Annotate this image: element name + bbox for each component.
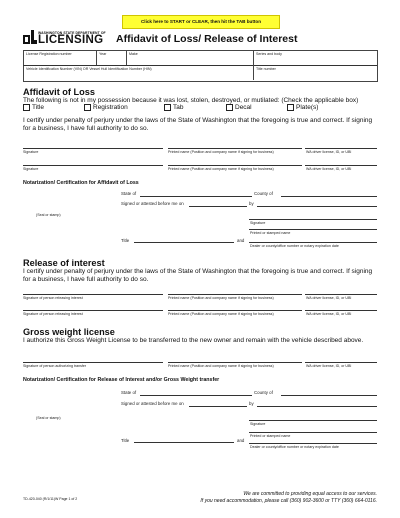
title-number-field[interactable] xyxy=(255,73,375,78)
notary2-signature-field[interactable] xyxy=(249,414,377,419)
release-printed-1-field[interactable] xyxy=(168,288,302,293)
wa-license-label: WA driver license, ID, or UBI xyxy=(306,364,352,368)
notary2-and-label: and xyxy=(237,438,245,443)
notary1-printed-label: Printed or stamped name xyxy=(250,231,291,235)
accommodation-text: If you need accommodation, please call (360) 902-3600 or TTY (360) 664-0116. xyxy=(200,498,377,504)
series-body-label: Series and body xyxy=(256,52,282,56)
notary1-by-field[interactable] xyxy=(257,200,377,205)
option-title-checkbox[interactable]: Title xyxy=(23,104,44,111)
notary2-dealer-field[interactable] xyxy=(249,437,377,442)
form-id: TD-420-040 (R/1/11)W Page 1 of 2 xyxy=(23,497,78,501)
title-number-label: Title number xyxy=(256,67,276,71)
wa-license-label: WA driver license, ID, or UBI xyxy=(306,150,352,154)
logo-small-text: WASHINGTON STATE DEPARTMENT OF xyxy=(38,31,106,35)
release-signature-label: Signature of person releasing interest xyxy=(23,312,83,316)
notary1-county-label: County of xyxy=(254,191,273,196)
signature-label: Signature xyxy=(23,167,39,171)
option-decal-checkbox[interactable]: Decal xyxy=(226,104,252,111)
release-license-2-field[interactable] xyxy=(305,304,377,309)
notary1-seal-label: (Seal or stamp) xyxy=(36,213,61,217)
notary2-state-field[interactable] xyxy=(140,389,252,394)
notary1-signature-field[interactable] xyxy=(249,213,377,218)
notary2-by-label: by xyxy=(249,401,254,406)
logo-licensing-text: LICENSING xyxy=(38,34,104,46)
notary2-title-field[interactable] xyxy=(134,436,234,441)
notary2-date-field[interactable] xyxy=(189,400,247,405)
equal-access-text: We are committed to providing equal access to our services. xyxy=(243,491,377,497)
year-field[interactable] xyxy=(98,58,124,63)
printed-name-label: Printed name (Position and company name if signing for business) xyxy=(168,150,274,154)
printed-name-label: Printed name (Position and company name if signing for business) xyxy=(168,296,274,300)
notary2-printed-label: Printed or stamped name xyxy=(250,434,291,438)
affidavit-intro: The following is not in my possession because it was lost, stolen, destroyed, or mutilated: (Check the applicable box) xyxy=(23,97,359,104)
option-tab-checkbox[interactable]: Tab xyxy=(164,104,183,111)
notary2-county-field[interactable] xyxy=(281,389,377,394)
release-signature-label: Signature of person releasing interest xyxy=(23,296,83,300)
series-body-field[interactable] xyxy=(255,58,375,63)
notary1-county-field[interactable] xyxy=(281,190,377,195)
vin-label: Vehicle Identification Number (VIN) OR Vessel Hull Identification Number (HIN) xyxy=(26,67,152,71)
release-certify-text: I certify under penalty of perjury under the laws of the State of Washington that the foregoing is true and correct. If signing for a business, I have full authority to do so. xyxy=(23,268,373,284)
notary1-state-label: State of xyxy=(121,191,137,196)
notary2-state-label: State of xyxy=(121,390,137,395)
release-printed-2-field[interactable] xyxy=(168,304,302,309)
notary1-dealer-field[interactable] xyxy=(249,236,377,241)
gross-printed-field[interactable] xyxy=(168,356,302,361)
notary1-signature-label: Signature xyxy=(250,221,266,225)
notary2-by-field[interactable] xyxy=(257,400,377,405)
notary1-state-field[interactable] xyxy=(140,190,252,195)
affidavit-printed-1-field[interactable] xyxy=(168,142,302,147)
printed-name-label: Printed name (Position and company name if signing for business) xyxy=(168,167,274,171)
printed-name-label: Printed name (Position and company name if signing for business) xyxy=(168,364,274,368)
wa-license-label: WA driver license, ID, or UBI xyxy=(306,296,352,300)
affidavit-certify-text: I certify under penalty of perjury under the laws of the State of Washington that the foregoing is true and correct. If signing for a business, I have full authority to do so. xyxy=(23,117,373,133)
notary2-seal-label: (Seal or stamp) xyxy=(36,416,61,420)
affidavit-heading: Affidavit of Loss xyxy=(23,87,95,97)
wa-license-label: WA driver license, ID, or UBI xyxy=(306,167,352,171)
affidavit-signature-2-field[interactable] xyxy=(23,159,163,164)
affidavit-license-2-field[interactable] xyxy=(305,159,377,164)
signature-label: Signature xyxy=(23,150,39,154)
release-signature-2-field[interactable] xyxy=(23,304,163,309)
gross-license-field[interactable] xyxy=(305,356,377,361)
start-clear-button[interactable]: Click here to START or CLEAR, then hit the TAB button xyxy=(122,15,280,29)
gross-signature-field[interactable] xyxy=(23,356,163,361)
notary1-heading: Notarization/ Certification for Affidavit of Loss xyxy=(23,180,139,186)
year-label: Year xyxy=(99,52,107,56)
notary2-signature-label: Signature xyxy=(250,422,266,426)
gross-signature-label: Signature of person authorizing transfer xyxy=(23,364,87,368)
license-registration-label: License Registration number xyxy=(26,52,72,56)
notary2-printed-field[interactable] xyxy=(249,426,377,431)
notary2-heading: Notarization/ Certification for Release of Interest and/or Gross Weight transfer xyxy=(23,377,220,383)
affidavit-signature-1-field[interactable] xyxy=(23,142,163,147)
notary1-and-label: and xyxy=(237,238,245,243)
notary2-signed-label: Signed or attested before me on xyxy=(121,401,184,406)
wa-license-label: WA driver license, ID, or UBI xyxy=(306,312,352,316)
gross-weight-heading: Gross weight license xyxy=(23,327,115,337)
affidavit-printed-2-field[interactable] xyxy=(168,159,302,164)
license-registration-field[interactable] xyxy=(25,58,94,63)
notary1-printed-field[interactable] xyxy=(249,224,377,229)
make-field[interactable] xyxy=(128,58,251,63)
release-signature-1-field[interactable] xyxy=(23,288,163,293)
make-label: Make xyxy=(129,52,138,56)
option-plates-checkbox[interactable]: Plate(s) xyxy=(287,104,318,111)
notary1-title-field[interactable] xyxy=(134,236,234,241)
printed-name-label: Printed name (Position and company name if signing for business) xyxy=(168,312,274,316)
notary2-dealer-label: Dealer or county/office number or notary expiration date xyxy=(250,445,339,449)
notary1-by-label: by xyxy=(249,201,254,206)
notary1-title-label: Title xyxy=(121,238,130,243)
form-title: Affidavit of Loss/ Release of Interest xyxy=(116,33,298,45)
affidavit-license-1-field[interactable] xyxy=(305,142,377,147)
dol-logo-icon xyxy=(23,30,37,44)
gross-weight-text: I authorize this Gross Weight License to be transferred to the new owner and remain with the vehicle described above. xyxy=(23,337,364,344)
release-heading: Release of interest xyxy=(23,258,105,268)
notary2-title-label: Title xyxy=(121,438,130,443)
option-registration-checkbox[interactable]: Registration xyxy=(84,104,128,111)
notary1-date-field[interactable] xyxy=(189,200,247,205)
notary1-signed-label: Signed or attested before me on xyxy=(121,201,184,206)
notary2-county-label: County of xyxy=(254,390,273,395)
notary1-dealer-label: Dealer or county/office number or notary expiration date xyxy=(250,244,339,248)
release-license-1-field[interactable] xyxy=(305,288,377,293)
vin-field[interactable] xyxy=(25,73,251,78)
